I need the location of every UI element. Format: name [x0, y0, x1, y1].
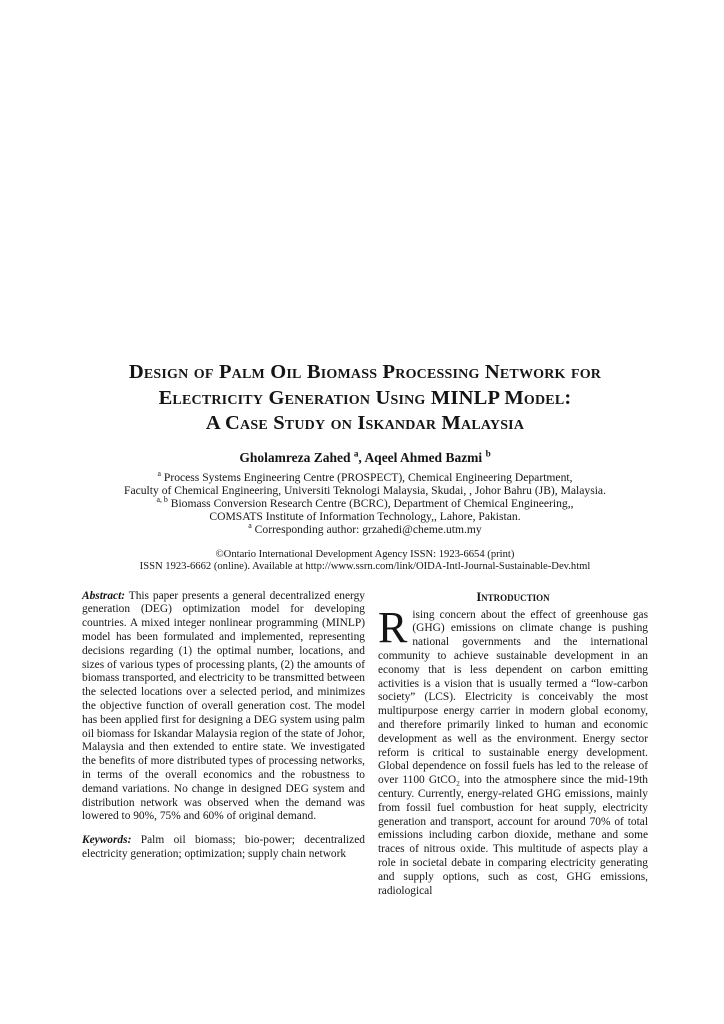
- affiliation-3-text: Biomass Conversion Research Centre (BCRC), Department of Chemical Engineering,,: [167, 496, 574, 510]
- introduction-heading: Introduction: [476, 589, 550, 604]
- journal-issn-block: [82, 549, 648, 573]
- issn-print-line: ©Ontario International Development Agency ISSN: 1923-6654 (print): [215, 548, 515, 560]
- issn-online-line: ISSN 1923-6662 (online). Available at http://www.ssrn.com/link/OIDA-Intl-Journal-Sustainable-Dev.html: [139, 560, 591, 572]
- introduction-text: ising concern about the effect of greenhouse gas (GHG) emissions on climate change is pushing national governments and the international community to achieve sustainable development in an economy that is less dependent on carbon emitting activities is a vision that is usually termed a “low-carbon society” (LCS). Electricity is conceivably the most multipurpose energy carrier in modern global economy, and therefore primarily linked to human and economic development as well as the environment. Energy sector reform is critical to sustainable energy development. Global dependence on fossil fuels has led to the release of over 1100 GtCO₂ into the atmosphere since the mid-19th century. Currently, energy-related GHG emissions, mainly from fossil fuel combustion for heat supply, electricity generation and transport, account for around 70% of total emissions including carbon dioxide, methane and some traces of nitrous oxide. This multitude of aspects play a role in societal debate in comparing electricity generating and supply options, such as cost, GHG emissions, radiological: [378, 608, 648, 897]
- affiliation-line-4: [82, 510, 648, 523]
- corresponding-author-line: [82, 523, 648, 536]
- keywords-text: Palm oil biomass; bio-power; decentralized electricity generation; optimization; supply chain network: [82, 834, 365, 860]
- abstract-label: Abstract:: [82, 589, 126, 602]
- author-1-name: Gholamreza Zahed: [239, 449, 354, 465]
- authors-line: [82, 450, 648, 466]
- paper-title: [82, 360, 648, 437]
- keywords-paragraph: [82, 834, 365, 862]
- two-column-body: [82, 590, 648, 899]
- affiliation-2-text: Faculty of Chemical Engineering, Universiti Teknologi Malaysia, Skudai, , Johor Bahru (JB), Malaysia.: [124, 483, 606, 497]
- author-1-superscript: a: [353, 448, 359, 458]
- abstract-paragraph: [82, 590, 365, 825]
- corresponding-author-superscript: a: [248, 521, 252, 531]
- paper-title-line-3: A Case Study on Iskandar Malaysia: [205, 412, 525, 434]
- affiliation-1-superscript: a: [157, 468, 161, 478]
- drop-cap: R: [378, 602, 408, 652]
- abstract-text: This paper presents a general decentralized energy generation (DEG) optimization model for developing countries. A mixed integer nonlinear programming (MINLP) model has been formulated and implemented, representing decisions regarding (1) the optimal number, locations, and sizes of various types of processing plants, (2) the amounts of biomass transported, and electricity to be transmitted between the selected locations over a selected period, and minimizes the objective function of overall generation cost. The model has been applied first for designing a DEG system using palm oil biomass for Iskandar Malaysia region of the state of Johor, Malaysia and then extended to entire state. We investigated the benefits of more distributed types of processing networks, in terms of the overall economics and the robustness to demand variations. No change in designed DEG system and distribution network was observed when the demand was lowered to 90%, 75% and 60% of original demand.: [82, 589, 365, 823]
- corresponding-author-text: Corresponding author: grzahedi@cheme.utm.my: [251, 522, 482, 536]
- introduction-paragraph: [378, 602, 648, 899]
- affiliation-3-superscript: a, b: [156, 494, 168, 504]
- affiliation-line-3: [82, 494, 648, 510]
- affiliations-block: [82, 468, 648, 536]
- right-column: [378, 590, 648, 899]
- author-2-superscript: b: [485, 448, 491, 458]
- paper-title-line-2: Electricity Generation Using MINLP Model:: [158, 386, 572, 409]
- affiliation-4-text: COMSATS Institute of Information Technology,, Lahore, Pakistan.: [209, 509, 521, 523]
- paper-content: [82, 0, 648, 898]
- left-column: [82, 590, 365, 899]
- paper-title-line-1: Design of Palm Oil Biomass Processing Network for: [128, 361, 602, 383]
- author-2-name: Aqeel Ahmed Bazmi: [364, 449, 486, 465]
- authors-separator: ,: [358, 449, 365, 465]
- affiliation-1-text: Process Systems Engineering Centre (PROSPECT), Chemical Engineering Department,: [160, 470, 573, 484]
- affiliation-line-1: [82, 468, 648, 484]
- keywords-label: Keywords:: [82, 834, 132, 847]
